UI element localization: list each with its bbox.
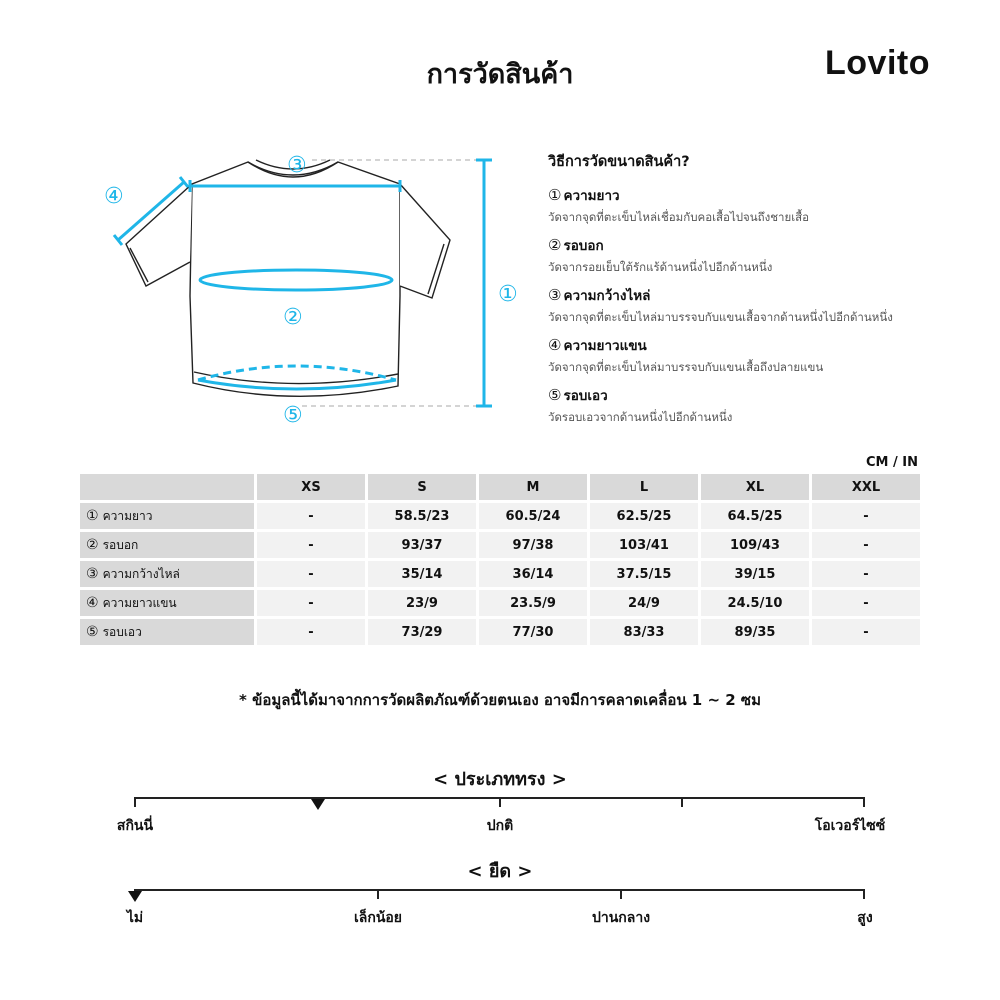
table-corner-cell: [80, 474, 254, 500]
guide-item-desc: วัดจากจุดที่ตะเข็บไหล่เชื่อมกับคอเสื้อไปจนถึงชายเสื้อ: [548, 210, 810, 224]
guide-item-desc: วัดจากจุดที่ตะเข็บไหล่มาบรรจบกับแขนเสื้อจากด้านหนึ่งไปอีกด้านหนึ่ง: [548, 310, 893, 324]
table-row: [80, 590, 920, 616]
table-cell: 23/9: [368, 590, 476, 616]
row-label: ② รอบอก: [80, 532, 254, 558]
fit-label-skinny: สกินนี่: [116, 818, 154, 834]
table-header-row: [80, 474, 920, 500]
measurement-guide: [548, 150, 988, 434]
guide-item-shoulder: [548, 284, 988, 327]
column-header: XS: [257, 474, 365, 500]
guide-item-label: รอบเอว: [563, 388, 608, 404]
guide-item-sleeve: [548, 334, 988, 377]
scale-tick: [377, 889, 379, 899]
table-cell: -: [812, 532, 920, 558]
table-cell: 103/41: [590, 532, 698, 558]
guide-item-chest: [548, 234, 988, 277]
guide-item-number: ①: [548, 186, 562, 204]
table-cell: 36/14: [479, 561, 587, 587]
table-cell: 89/35: [701, 619, 809, 645]
fit-scale-title: < ประเภททรง >: [433, 769, 567, 790]
table-cell: -: [812, 503, 920, 529]
table-row: [80, 619, 920, 645]
table-cell: 77/30: [479, 619, 587, 645]
table-cell: -: [257, 503, 365, 529]
unit-label: CM / IN: [866, 455, 918, 470]
marker-shoulder: ③: [287, 153, 307, 178]
fit-marker: [311, 799, 325, 810]
table-cell: 58.5/23: [368, 503, 476, 529]
table-cell: 37.5/15: [590, 561, 698, 587]
size-table: [77, 471, 923, 648]
table-cell: 97/38: [479, 532, 587, 558]
garment-measurement-diagram: [80, 140, 520, 430]
guide-item-waist: [548, 384, 988, 427]
column-header: XXL: [812, 474, 920, 500]
stretch-scale: [126, 889, 873, 929]
table-cell: -: [257, 561, 365, 587]
column-header: L: [590, 474, 698, 500]
table-cell: -: [812, 590, 920, 616]
scale-tick: [681, 797, 683, 807]
table-cell: 93/37: [368, 532, 476, 558]
scale-tick: [863, 797, 865, 807]
row-label: ④ ความยาวแขน: [80, 590, 254, 616]
guide-item-desc: วัดจากรอยเย็บใต้รักแร้ด้านหนึ่งไปอีกด้านหนึ่ง: [548, 260, 773, 274]
column-header: S: [368, 474, 476, 500]
guide-item-desc: วัดจากจุดที่ตะเข็บไหล่มาบรรจบกับแขนเสื้อถึงปลายแขน: [548, 360, 824, 374]
table-cell: 64.5/25: [701, 503, 809, 529]
stretch-label-high: สูง: [857, 910, 873, 926]
table-cell: 109/43: [701, 532, 809, 558]
marker-sleeve: ④: [104, 184, 124, 209]
table-cell: -: [257, 619, 365, 645]
scale-tick: [620, 889, 622, 899]
scale-tick: [499, 797, 501, 807]
marker-waist: ⑤: [283, 403, 303, 428]
table-cell: 24.5/10: [701, 590, 809, 616]
stretch-label-medium: ปานกลาง: [591, 910, 651, 926]
scale-track: [135, 889, 865, 891]
table-cell: 23.5/9: [479, 590, 587, 616]
table-cell: 39/15: [701, 561, 809, 587]
table-cell: 83/33: [590, 619, 698, 645]
guide-item-length: [548, 184, 988, 227]
table-row: [80, 561, 920, 587]
row-label: ① ความยาว: [80, 503, 254, 529]
guide-item-label: รอบอก: [563, 238, 604, 254]
guide-item-number: ③: [548, 286, 562, 304]
table-cell: -: [257, 532, 365, 558]
guide-item-number: ④: [548, 336, 562, 354]
page-title: การวัดสินค้า: [426, 59, 574, 90]
guide-item-desc: วัดรอบเอวจากด้านหนึ่งไปอีกด้านหนึ่ง: [548, 410, 733, 424]
table-cell: 60.5/24: [479, 503, 587, 529]
brand-logo: Lovito: [825, 44, 930, 82]
stretch-label-none: ไม่: [126, 910, 144, 926]
stretch-scale-title: < ยืด >: [467, 861, 533, 882]
table-row: [80, 503, 920, 529]
guide-item-label: ความยาวแขน: [563, 338, 647, 354]
guide-item-number: ⑤: [548, 386, 562, 404]
row-label: ③ ความกว้างไหล่: [80, 561, 254, 587]
tshirt-outline: [126, 160, 450, 396]
marker-length: ①: [498, 282, 518, 307]
table-cell: 73/29: [368, 619, 476, 645]
guide-item-label: ความกว้างไหล่: [563, 288, 651, 304]
table-cell: 62.5/25: [590, 503, 698, 529]
row-label: ⑤ รอบเอว: [80, 619, 254, 645]
guide-item-number: ②: [548, 236, 562, 254]
scale-tick: [863, 889, 865, 899]
guide-item-label: ความยาว: [563, 188, 620, 204]
table-row: [80, 532, 920, 558]
fit-scale: [116, 797, 886, 837]
table-cell: -: [812, 619, 920, 645]
fit-label-oversize: โอเวอร์ไซซ์: [814, 818, 886, 834]
table-cell: 35/14: [368, 561, 476, 587]
scale-tick: [134, 797, 136, 807]
measurement-note: * ข้อมูลนี้ได้มาจากการวัดผลิตภัณฑ์ด้วยตนเอง อาจมีการคลาดเคลื่อน 1 ~ 2 ซม: [239, 691, 761, 709]
table-cell: -: [812, 561, 920, 587]
column-header: M: [479, 474, 587, 500]
stretch-marker: [128, 891, 142, 902]
marker-chest: ②: [283, 305, 303, 330]
column-header: XL: [701, 474, 809, 500]
guide-title: วิธีการวัดขนาดสินค้า?: [548, 154, 690, 170]
stretch-label-slight: เล็กน้อย: [353, 910, 403, 926]
table-cell: 24/9: [590, 590, 698, 616]
table-cell: -: [257, 590, 365, 616]
fit-label-regular: ปกติ: [486, 818, 514, 834]
